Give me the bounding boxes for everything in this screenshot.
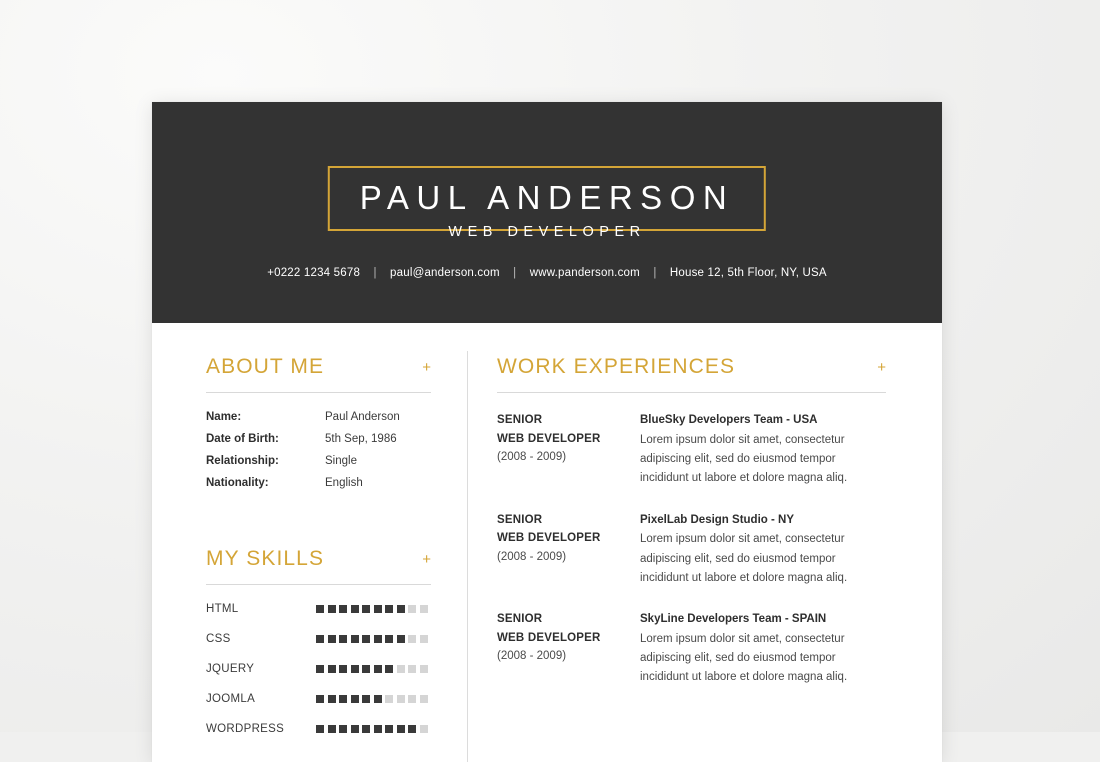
skills-section-header: [206, 548, 431, 570]
skill-row: [206, 633, 431, 645]
work-entry-role: [497, 411, 640, 489]
about-section-rule: [206, 392, 431, 393]
skill-level-segment: [420, 665, 428, 673]
skill-row: [206, 663, 431, 675]
about-label: Name:: [206, 411, 242, 424]
work-description: Lorem ipsum dolor sit amet, consectetur adipiscing elit, sed do eiusmod tempor incididunt ut labore et dolore magna aliq.: [640, 632, 848, 684]
skills-section-title: MY SKILLS: [206, 547, 325, 571]
about-label: Relationship:: [206, 455, 279, 468]
skill-level-segment: [351, 665, 359, 673]
contact-email[interactable]: paul@anderson.com: [390, 267, 500, 279]
column-divider: [467, 351, 468, 762]
skill-level-segment: [397, 635, 405, 643]
work-company: PixelLab Design Studio - NY: [640, 513, 794, 526]
contact-row: [152, 267, 942, 279]
skill-level-segment: [328, 695, 336, 703]
work-entry-role: [497, 610, 640, 688]
work-role-line1: SENIOR: [497, 414, 543, 427]
skill-level-segment: [420, 635, 428, 643]
skills-section: [206, 548, 431, 735]
about-value: English: [325, 477, 363, 490]
work-section-header: [497, 356, 886, 378]
work-role-line1: SENIOR: [497, 513, 543, 526]
plus-icon[interactable]: +: [422, 551, 431, 569]
skills-list: [206, 603, 431, 735]
work-description: Lorem ipsum dolor sit amet, consectetur adipiscing elit, sed do eiusmod tempor incididunt ut labore et dolore magna aliq.: [640, 433, 848, 485]
skill-level-segment: [385, 635, 393, 643]
about-table: [206, 411, 400, 499]
contact-address: House 12, 5th Floor, NY, USA: [669, 267, 827, 279]
skill-level-segment: [385, 695, 393, 703]
skill-level-segment: [316, 635, 324, 643]
about-section: [206, 356, 431, 499]
resume-body: [152, 323, 942, 762]
skill-row: [206, 693, 431, 705]
contact-separator: |: [653, 267, 657, 279]
work-role-line2: WEB DEVELOPER: [497, 532, 601, 545]
skill-row: [206, 603, 431, 615]
about-label: Date of Birth:: [206, 433, 279, 446]
table-row: [206, 411, 400, 433]
table-row: [206, 455, 400, 477]
work-role-line1: SENIOR: [497, 613, 543, 626]
work-entry-details: [640, 511, 886, 589]
work-entry-role: [497, 511, 640, 589]
table-row: [206, 433, 400, 455]
skill-name: JQUERY: [206, 663, 255, 676]
skill-level-segment: [351, 635, 359, 643]
skill-level-segment: [374, 605, 382, 613]
about-value: Paul Anderson: [325, 411, 400, 424]
skill-level-segment: [408, 695, 416, 703]
contact-separator: |: [513, 267, 517, 279]
skill-level-segment: [374, 695, 382, 703]
skills-section-rule: [206, 584, 431, 585]
about-section-title: ABOUT ME: [206, 355, 325, 378]
about-value: 5th Sep, 1986: [325, 433, 397, 446]
candidate-job-title: WEB DEVELOPER: [448, 224, 646, 240]
left-column: [152, 323, 467, 762]
work-entry: [497, 511, 886, 589]
skill-name: JOOMLA: [206, 693, 256, 706]
skill-level-bars: [316, 695, 428, 703]
skill-level-segment: [374, 635, 382, 643]
work-role-line2: WEB DEVELOPER: [497, 432, 601, 445]
work-entry-details: [640, 411, 886, 489]
plus-icon[interactable]: +: [877, 359, 886, 376]
skill-level-segment: [362, 695, 370, 703]
name-box: [328, 166, 766, 231]
contact-phone: +0222 1234 5678: [267, 267, 361, 279]
skill-level-bars: [316, 605, 428, 613]
contact-separator: |: [373, 267, 377, 279]
about-section-header: [206, 356, 431, 378]
skill-level-segment: [385, 665, 393, 673]
skill-level-segment: [408, 665, 416, 673]
work-period: (2008 - 2009): [497, 650, 567, 663]
table-row: [206, 477, 400, 499]
skill-level-segment: [328, 665, 336, 673]
skill-level-segment: [374, 665, 382, 673]
skill-row: [206, 723, 431, 735]
skill-level-segment: [408, 635, 416, 643]
skill-name: HTML: [206, 603, 239, 616]
skill-level-segment: [397, 605, 405, 613]
skill-level-segment: [362, 635, 370, 643]
skill-level-segment: [362, 605, 370, 613]
skill-level-segment: [351, 695, 359, 703]
skill-level-bars: [316, 635, 428, 643]
skill-level-segment: [351, 605, 359, 613]
skill-level-segment: [420, 605, 428, 613]
resume-header: [152, 102, 942, 323]
skill-level-segment: [339, 695, 347, 703]
work-company: BlueSky Developers Team - USA: [640, 414, 818, 427]
work-company: SkyLine Developers Team - SPAIN: [640, 613, 827, 626]
skill-level-segment: [397, 665, 405, 673]
plus-icon[interactable]: +: [422, 359, 431, 376]
skill-level-segment: [339, 605, 347, 613]
skill-level-segment: [397, 695, 405, 703]
work-period: (2008 - 2009): [497, 451, 567, 464]
work-entry-details: [640, 610, 886, 688]
skill-level-segment: [339, 665, 347, 673]
candidate-name: PAUL ANDERSON: [359, 179, 735, 216]
skill-level-segment: [316, 665, 324, 673]
skill-level-segment: [316, 605, 324, 613]
right-column: [467, 323, 942, 762]
work-description: Lorem ipsum dolor sit amet, consectetur adipiscing elit, sed do eiusmod tempor incididunt ut labore et dolore magna aliq.: [640, 533, 848, 584]
skill-level-segment: [316, 695, 324, 703]
work-entry: [497, 610, 886, 688]
work-entry: [497, 411, 886, 489]
skill-level-segment: [420, 695, 428, 703]
skill-name: WORDPRESS: [206, 723, 285, 736]
about-label: Nationality:: [206, 477, 269, 490]
skill-name: CSS: [206, 633, 231, 646]
skill-level-segment: [385, 605, 393, 613]
skill-level-segment: [339, 635, 347, 643]
resume-document: [152, 102, 942, 762]
skill-level-segment: [328, 635, 336, 643]
skill-level-segment: [408, 605, 416, 613]
work-list: [497, 411, 886, 688]
work-period: (2008 - 2009): [497, 550, 567, 563]
skill-level-segment: [362, 665, 370, 673]
skill-level-bars: [316, 665, 428, 673]
skill-level-segment: [328, 605, 336, 613]
contact-website[interactable]: www.panderson.com: [529, 267, 640, 279]
work-role-line2: WEB DEVELOPER: [497, 631, 601, 644]
about-value: Single: [325, 455, 357, 468]
work-section-rule: [497, 392, 886, 393]
work-section-title: WORK EXPERIENCES: [497, 355, 736, 378]
